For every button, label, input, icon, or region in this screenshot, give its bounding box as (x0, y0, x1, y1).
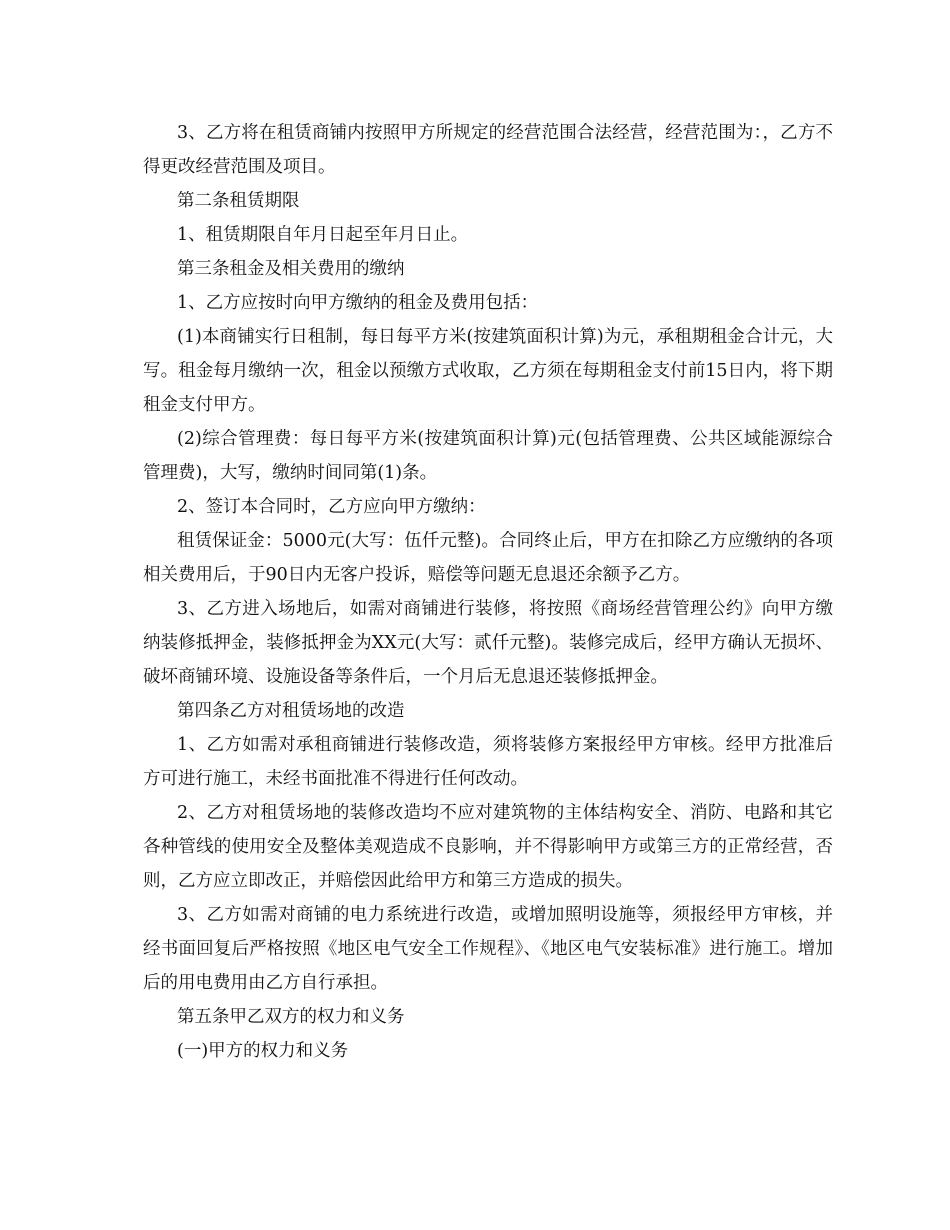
paragraph-management-fee: (2)综合管理费：每日每平方米(按建筑面积计算)元(包括管理费、公共区域能源综合管理费)，大写，缴纳时间同第(1)条。 (143, 429, 833, 483)
document-body (143, 116, 833, 1068)
heading-article-5: 第五条甲乙双方的权力和义务 (177, 1007, 405, 1027)
paragraph-daily-rent: (1)本商铺实行日租制，每日每平方米(按建筑面积计算)为元，承租期租金合计元，大写。租金每月缴纳一次，租金以预缴方式收取，乙方须在每期租金支付前15日内，将下期租金支付甲方。 (143, 327, 833, 415)
paragraph-signing-payment: 2、签订本合同时，乙方应向甲方缴纳： (177, 497, 486, 517)
heading-article-2: 第二条租赁期限 (177, 191, 300, 211)
paragraph-renovation-approval: 1、乙方如需对承租商铺进行装修改造，须将装修方案报经甲方审核。经甲方批准后方可进行施工，未经书面批准不得进行任何改动。 (143, 735, 833, 789)
paragraph-renovation-deposit: 3、乙方进入场地后，如需对商铺进行装修，将按照《商场经营管理公约》向甲方缴纳装修抵押金，装修抵押金为XX元(大写：贰仟元整)。装修完成后，经甲方确认无损坏、破坏商铺环境、设施设备等条件后，一个月后无息退还装修抵押金。 (143, 599, 833, 687)
paragraph-scope-clause: 3、乙方将在租赁商铺内按照甲方所规定的经营范围合法经营，经营范围为：，乙方不得更改经营范围及项目。 (143, 123, 833, 177)
paragraph-fees-intro: 1、乙方应按时向甲方缴纳的租金及费用包括： (177, 293, 539, 313)
heading-party-a-rights: (一)甲方的权力和义务 (177, 1041, 349, 1061)
heading-article-4: 第四条乙方对租赁场地的改造 (177, 701, 405, 721)
paragraph-electrical-changes: 3、乙方如需对商铺的电力系统进行改造，或增加照明设施等，须报经甲方审核，并经书面回复后严格按照《地区电气安全工作规程》、《地区电气安装标准》进行施工。增加后的用电费用由乙方自行承担。 (143, 905, 833, 993)
heading-article-3: 第三条租金及相关费用的缴纳 (177, 259, 405, 279)
paragraph-lease-term: 1、租赁期限自年月日起至年月日止。 (177, 225, 469, 245)
paragraph-deposit: 租赁保证金：5000元(大写：伍仟元整)。合同终止后，甲方在扣除乙方应缴纳的各项相关费用后，于90日内无客户投诉，赔偿等问题无息退还余额予乙方。 (143, 531, 833, 585)
paragraph-renovation-safety: 2、乙方对租赁场地的装修改造均不应对建筑物的主体结构安全、消防、电路和其它各种管线的使用安全及整体美观造成不良影响，并不得影响甲方或第三方的正常经营，否则，乙方应立即改正，并赔偿因此给甲方和第三方造成的损失。 (143, 803, 833, 891)
